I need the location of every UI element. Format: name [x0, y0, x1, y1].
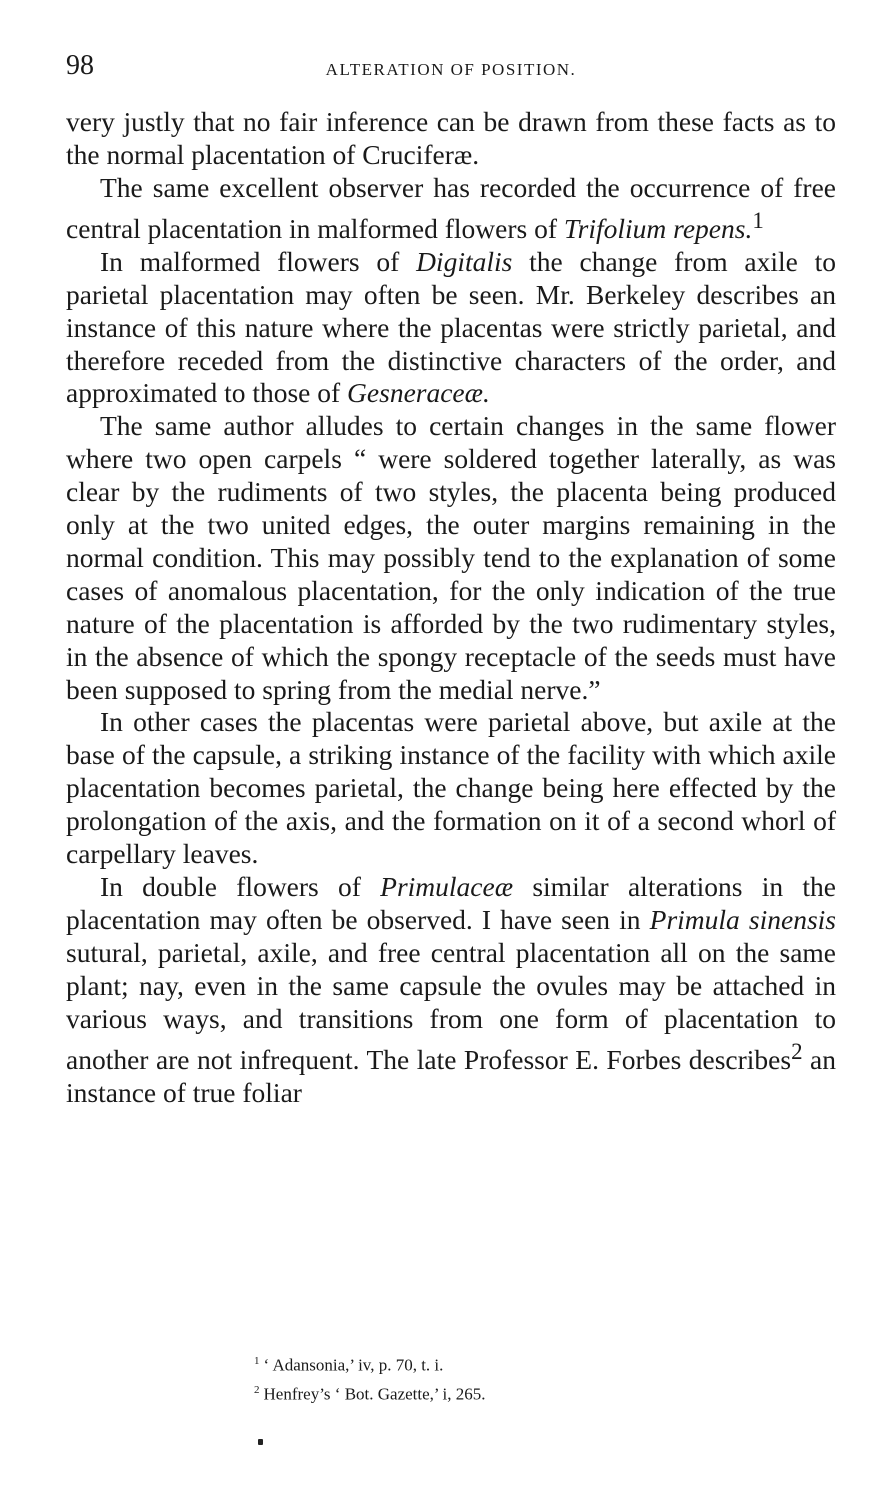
taxon-gesneraceae: Gesneraceæ.	[347, 377, 490, 409]
footnote-2	[254, 1378, 754, 1407]
taxon-primulaceae: Primulaceæ	[380, 871, 514, 902]
footnote-mark-2: 2	[791, 1038, 803, 1064]
body-text	[66, 106, 836, 1110]
footnote-mark-1: 1	[752, 207, 764, 233]
paragraph-4-text: The same author alludes to certain changes in the same flower where two open carpels “ were soldered together laterally, as was clear by the rudiments of two styles, the placenta being produced only at the two united edges, the outer margins remaining in the normal condition. This may possibly tend to the explanation of some cases of anomalous placentation, for the only indication of the true nature of the placentation is afforded by the two rudimentary styles, in the absence of which the spongy receptacle of the seeds must have been supposed to spring from the medial nerve.”	[66, 410, 836, 705]
footnote-2-mark: 2	[254, 1383, 260, 1396]
footnote-1	[254, 1349, 754, 1378]
paragraph-6-text-b: similar alterations in the placentation may often be observed. I have seen in	[66, 871, 837, 935]
paragraph-1	[66, 106, 836, 172]
taxon-primula-sinensis: Primula sinensis	[649, 903, 836, 935]
paragraph-6-text-c: sutural, parietal, axile, and free central placentation all on the same plant; nay, even in the same capsule the ovules may be attached in various ways, and transitions from one form of placentation to another are not infrequent. The late Professor E. Forbes describes	[66, 936, 836, 1075]
footnote-1-mark: 1	[254, 1355, 260, 1367]
paragraph-3-text-a: In malformed flowers of	[100, 245, 417, 277]
paragraph-5	[66, 706, 836, 871]
ink-speck	[258, 1439, 263, 1445]
paragraph-2-text: The same excellent observer has recorded the occurrence of free central placentation in malformed flowers of	[66, 171, 836, 244]
paragraph-3	[66, 246, 836, 411]
footnote-1-text: ‘ Adansonia,’ iv, p. 70, t. i.	[263, 1355, 444, 1375]
paragraph-6	[66, 871, 836, 1110]
paragraph-6-text-a: In double flowers of	[100, 871, 381, 902]
paragraph-3-text-b: the change from axile to parietal placentation may often be seen. Mr. Berkeley describes an instance of this nature where the placentas were strictly parietal, and therefore receded from the distinctive characters of the order, and approximated to those of	[66, 245, 836, 409]
running-head: ALTERATION OF POSITION.	[325, 60, 577, 79]
paragraph-2	[66, 172, 836, 246]
footnotes	[254, 1349, 754, 1406]
paragraph-1-text: very justly that no fair inference can be drawn from these facts as to the normal placentation of Cruciferæ.	[66, 106, 836, 170]
page-number: 98	[66, 50, 94, 81]
paragraph-4	[66, 410, 836, 706]
paragraph-5-text: In other cases the placentas were parietal above, but axile at the base of the capsule, a striking instance of the facility with which axile placentation becomes parietal, the change being here effected by the prolongation of the axis, and the formation on it of a second whorl of carpellary leaves.	[66, 706, 836, 870]
page-header	[66, 50, 836, 86]
taxon-digitalis: Digitalis	[416, 245, 513, 277]
footnote-2-text: Henfrey’s ‘ Bot. Gazette,’ i, 265.	[263, 1384, 486, 1404]
taxon-trifolium-repens: Trifolium repens.	[563, 212, 753, 244]
paragraph-6-text-d: an instance of true foliar	[66, 1043, 836, 1108]
